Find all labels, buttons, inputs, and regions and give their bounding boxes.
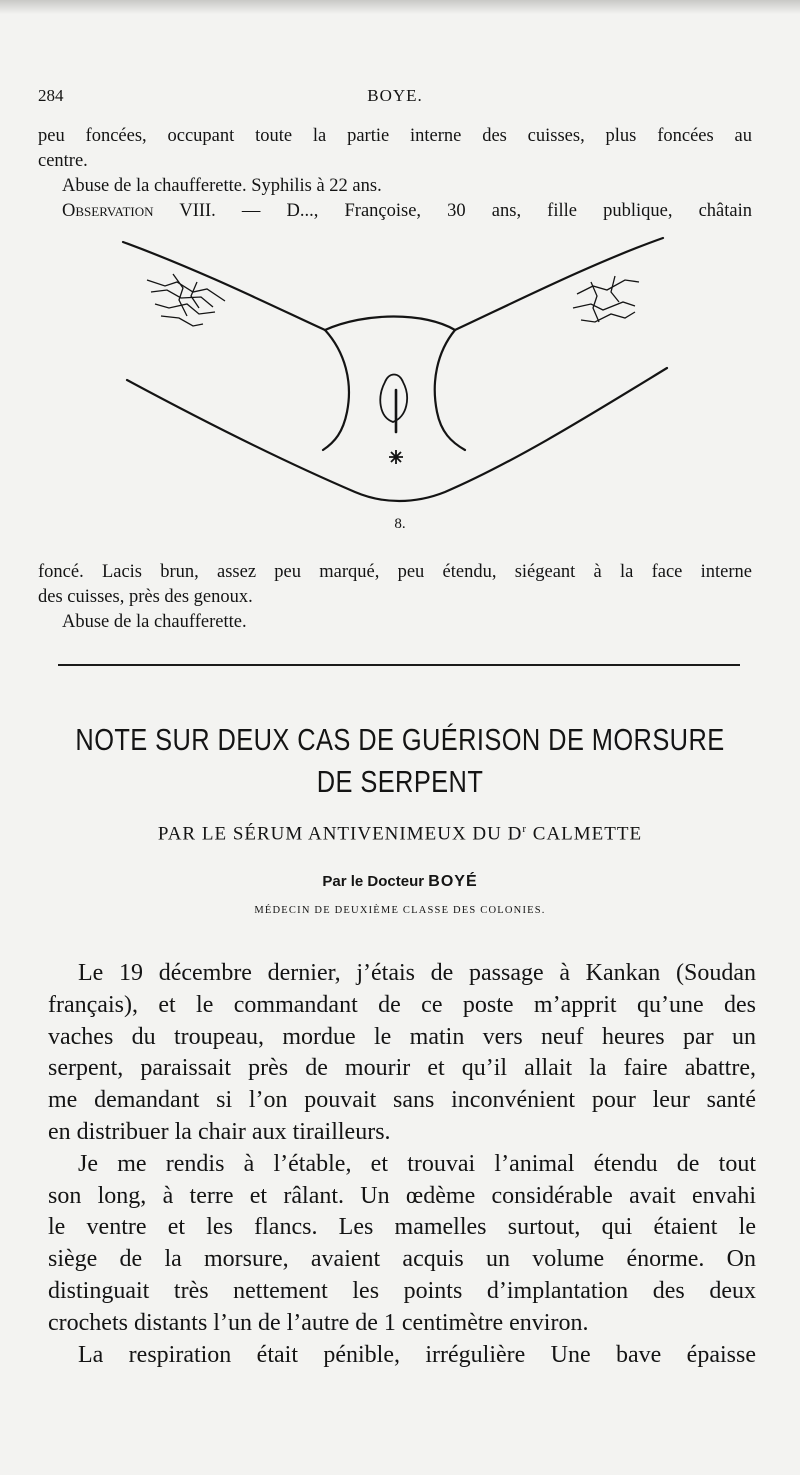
running-title: BOYE. — [367, 86, 423, 105]
left-inner-thigh — [323, 330, 349, 450]
body-line: distinguait très nettement les points d’implantation des deux — [48, 1277, 756, 1304]
right-vein-network — [573, 276, 639, 322]
article-subtitle — [0, 823, 800, 845]
body-line: me demandant si l’on pouvait sans inconvénient pour leur santé — [48, 1087, 756, 1114]
article-title-line-2: DE SERPENT — [316, 764, 484, 799]
text-line: peu foncées, occupant toute la partie interne des cuisses, plus foncées au — [38, 126, 752, 146]
body-line: le ventre et les flancs. Les mamelles surtout, qui étaient le — [48, 1214, 756, 1241]
text-line: foncé. Lacis brun, assez peu marqué, peu étendu, siégeant à la face interne — [38, 562, 752, 582]
observation-paragraph — [38, 124, 752, 224]
right-thigh-upper-outline — [455, 238, 663, 330]
left-vein-network — [147, 274, 225, 326]
byline-prefix: Par le Docteur — [322, 873, 429, 890]
byline-author: BOYÉ — [428, 873, 478, 890]
article-body — [48, 958, 756, 1371]
subtitle-main: PAR LE SÉRUM ANTIVENIMEUX DU D — [157, 823, 523, 845]
body-line: La respiration était pénible, irrégulière Une bave épaisse — [78, 1341, 756, 1368]
pubic-curve — [325, 317, 455, 331]
observation-label: Observation — [62, 201, 154, 221]
text-line: centre. — [38, 151, 88, 171]
body-line: Le 19 décembre dernier, j’étais de passage à Kankan (Soudan — [78, 960, 756, 986]
subtitle-superscript: r — [522, 823, 528, 835]
observation-rest: VIII. — D..., Françoise, 30 ans, fille publique, châtain — [153, 201, 752, 221]
body-line: serpent, paraissait près de mourir et qu’il allait la faire abattre, — [48, 1055, 756, 1082]
scan-edge — [0, 0, 800, 14]
observation-heading-line — [38, 199, 752, 224]
figure-caption: 8. — [394, 516, 406, 532]
anatomical-figure — [115, 232, 675, 532]
subtitle-end: CALMETTE — [527, 823, 643, 845]
article-title-line-1: NOTE SUR DEUX CAS DE GUÉRISON DE MORSURE — [75, 722, 725, 757]
text-line: Abuse de la chaufferette. — [62, 612, 247, 632]
body-line: siège de la morsure, avaient acquis un volume énorme. On — [48, 1246, 756, 1273]
section-rule — [58, 664, 740, 666]
anus-mark — [389, 450, 403, 464]
body-line: Je me rendis à l’étable, et trouvai l’animal étendu de tout — [78, 1150, 756, 1177]
text-line: des cuisses, près des genoux. — [38, 587, 253, 607]
post-figure-paragraph — [38, 560, 752, 635]
page-number: 284 — [38, 86, 64, 105]
right-inner-thigh — [435, 330, 465, 450]
left-thigh-upper-outline — [123, 242, 325, 330]
author-affiliation: MÉDECIN DE DEUXIÈME CLASSE DES COLONIES. — [254, 905, 546, 916]
body-line: son long, à terre et râlant. Un œdème considérable avait envahi — [48, 1182, 756, 1209]
text-line: Abuse de la chaufferette. Syphilis à 22 ans. — [62, 176, 382, 196]
running-head — [38, 86, 752, 108]
vulva-outline — [380, 375, 407, 423]
body-line: crochets distants l’un de l’autre de 1 centimètre environ. — [48, 1309, 589, 1336]
body-line: en distribuer la chair aux tirailleurs. — [48, 1118, 391, 1145]
body-line: vaches du troupeau, mordue le matin vers neuf heures par un — [48, 1023, 756, 1050]
body-line: français), et le commandant de ce poste m’apprit qu’une des — [48, 991, 756, 1018]
lower-outline — [127, 368, 667, 501]
byline — [0, 873, 800, 891]
